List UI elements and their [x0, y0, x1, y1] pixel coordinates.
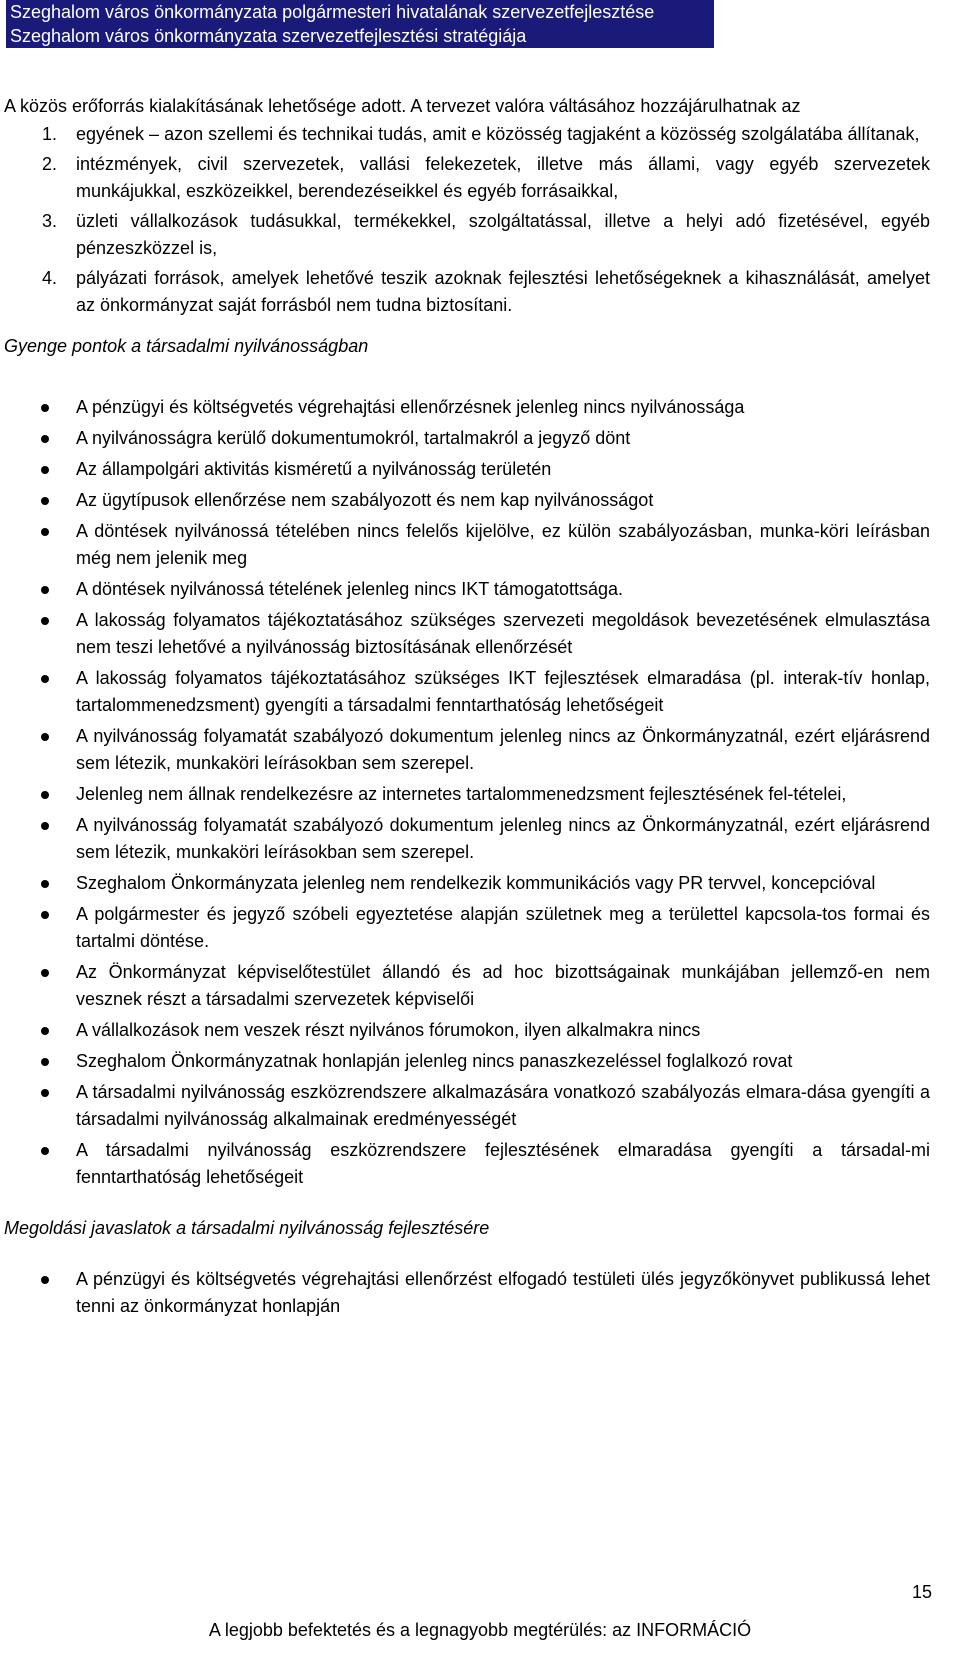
intro-paragraph: A közös erőforrás kialakításának lehetősége adott. A tervezet valóra váltásához hozzájárulhatnak az — [4, 96, 801, 116]
list-item — [4, 1079, 930, 1133]
header-title-line-1: Szeghalom város önkormányzata polgármesteri hivatalának szervezetfejlesztése — [10, 2, 655, 22]
weak-points-list — [4, 394, 930, 1191]
document-body — [4, 93, 930, 1324]
bullet-icon — [41, 675, 49, 683]
list-item-text: Az ügytípusok ellenőrzése nem szabályozott és nem kap nyilvánosságot — [76, 490, 654, 510]
list-item-text: A polgármester és jegyző szóbeli egyeztetése alapján születnek meg a területtel kapcsola-tos formai és tartalmi döntése. — [76, 904, 930, 951]
page-number: 15 — [911, 1582, 932, 1602]
list-item — [4, 959, 930, 1013]
list-item — [4, 723, 930, 777]
list-item-text: A lakosság folyamatos tájékoztatásához szükséges IKT fejlesztések elmaradása (pl. interak-tív honlap, tartalommenedzsment) gyengíti a társadalmi fenntarthatóság lehetőségeit — [76, 668, 930, 715]
list-item-text: Az Önkormányzat képviselőtestület állandó és ad hoc bizottságainak munkájában jellemző-en nem vesznek részt a társadalmi szervezetek képviselői — [76, 962, 930, 1009]
list-item-text: üzleti vállalkozások tudásukkal, termékekkel, szolgáltatással, illetve a helyi adó fizetésével, egyéb pénzeszközzel is, — [76, 211, 930, 258]
bullet-icon — [41, 1089, 49, 1097]
bullet-icon — [41, 733, 49, 741]
list-item — [4, 870, 930, 897]
list-item — [4, 1048, 930, 1075]
list-item — [4, 781, 930, 808]
list-item-text: A társadalmi nyilvánosság eszközrendszere fejlesztésének elmaradása gyengíti a társadal-mi fenntarthatóság lehetőségeit — [76, 1140, 930, 1187]
list-item — [4, 576, 930, 603]
document-header — [6, 0, 714, 48]
bullet-icon — [41, 617, 49, 625]
bullet-icon — [41, 1147, 49, 1155]
list-item-text: egyének – azon szellemi és technikai tudás, amit e közösség tagjaként a közösség szolgálatába állítanak, — [76, 124, 920, 144]
list-number: 1. — [42, 124, 58, 144]
bullet-icon — [41, 969, 49, 977]
list-item-text: A pénzügyi és költségvetés végrehajtási ellenőrzésnek jelenleg nincs nyilvánossága — [76, 397, 745, 417]
list-item-text: A társadalmi nyilvánosság eszközrendszere alkalmazására vonatkozó szabályozás elmara-dása gyengíti a társadalmi nyilvánosság alkalmainak eredményességét — [76, 1082, 930, 1129]
list-item — [4, 265, 930, 319]
list-item — [4, 487, 930, 514]
bullet-icon — [41, 822, 49, 830]
list-item — [4, 394, 930, 421]
list-item-text: A nyilvánosságra kerülő dokumentumokról, tartalmakról a jegyző dönt — [76, 428, 631, 448]
list-number: 3. — [42, 211, 58, 231]
list-item-text: A vállalkozások nem veszek részt nyilvános fórumokon, ilyen alkalmakra nincs — [76, 1020, 701, 1040]
bullet-icon — [41, 466, 49, 474]
list-item-text: A nyilvánosság folyamatát szabályozó dokumentum jelenleg nincs az Önkormányzatnál, ezért eljárásrend sem létezik, munkaköri leírásokban sem szerepel. — [76, 815, 930, 862]
solutions-list — [4, 1266, 930, 1320]
list-number: 2. — [42, 154, 58, 174]
list-item — [4, 901, 930, 955]
header-title-line-2: Szeghalom város önkormányzata szervezetfejlesztési stratégiája — [10, 26, 527, 46]
bullet-icon — [41, 497, 49, 505]
list-item-text: pályázati források, amelyek lehetővé teszik azoknak fejlesztési lehetőségeknek a kihasználását, amelyet az önkormányzat saját forrásból nem tudna biztosítani. — [76, 268, 930, 315]
contributors-list — [4, 121, 930, 319]
list-item — [4, 665, 930, 719]
bullet-icon — [41, 1276, 49, 1284]
bullet-icon — [41, 435, 49, 443]
bullet-icon — [41, 791, 49, 799]
list-item — [4, 121, 930, 148]
list-item — [4, 812, 930, 866]
footer-tagline: A legjobb befektetés és a legnagyobb megtérülés: az INFORMÁCIÓ — [208, 1620, 752, 1640]
weak-points-heading: Gyenge pontok a társadalmi nyilvánosságban — [4, 336, 369, 356]
list-item-text: Szeghalom Önkormányzata jelenleg nem rendelkezik kommunikációs vagy PR tervvel, koncepcióval — [76, 873, 876, 893]
list-item — [4, 518, 930, 572]
list-number: 4. — [42, 268, 58, 288]
list-item-text: A nyilvánosság folyamatát szabályozó dokumentum jelenleg nincs az Önkormányzatnál, ezért eljárásrend sem létezik, munkaköri leírásokban sem szerepel. — [76, 726, 930, 773]
list-item — [4, 456, 930, 483]
solutions-heading: Megoldási javaslatok a társadalmi nyilvánosság fejlesztésére — [4, 1218, 490, 1238]
list-item-text: Az állampolgári aktivitás kisméretű a nyilvánosság területén — [76, 459, 552, 479]
list-item — [4, 607, 930, 661]
list-item-text: Jelenleg nem állnak rendelkezésre az internetes tartalommenedzsment fejlesztésének fel-tételei, — [76, 784, 847, 804]
list-item — [4, 1017, 930, 1044]
list-item-text: A pénzügyi és költségvetés végrehajtási ellenőrzést elfogadó testületi ülés jegyzőkönyvet publikussá lehet tenni az önkormányzat honlapján — [76, 1269, 930, 1316]
bullet-icon — [41, 404, 49, 412]
bullet-icon — [41, 1058, 49, 1066]
list-item-text: A döntések nyilvánossá tételének jelenleg nincs IKT támogatottsága. — [76, 579, 624, 599]
bullet-icon — [41, 911, 49, 919]
list-item-text: A döntések nyilvánossá tételében nincs felelős kijelölve, ez külön szabályozásban, munka-köri leírásban még nem jelenik meg — [76, 521, 930, 568]
bullet-icon — [41, 586, 49, 594]
list-item — [4, 1266, 930, 1320]
list-item — [4, 1137, 930, 1191]
list-item — [4, 425, 930, 452]
bullet-icon — [41, 880, 49, 888]
list-item-text: A lakosság folyamatos tájékoztatásához szükséges szervezeti megoldások bevezetésének elmulasztása nem teszi lehetővé a nyilvánosság biztosításának ellenőrzését — [76, 610, 930, 657]
list-item — [4, 151, 930, 205]
bullet-icon — [41, 528, 49, 536]
list-item — [4, 208, 930, 262]
list-item-text: Szeghalom Önkormányzatnak honlapján jelenleg nincs panaszkezeléssel foglalkozó rovat — [76, 1051, 793, 1071]
list-item-text: intézmények, civil szervezetek, vallási felekezetek, illetve más állami, vagy egyéb szervezetek munkájukkal, eszközeikkel, berendezéseikkel és egyéb forrásaikkal, — [76, 154, 930, 201]
bullet-icon — [41, 1027, 49, 1035]
